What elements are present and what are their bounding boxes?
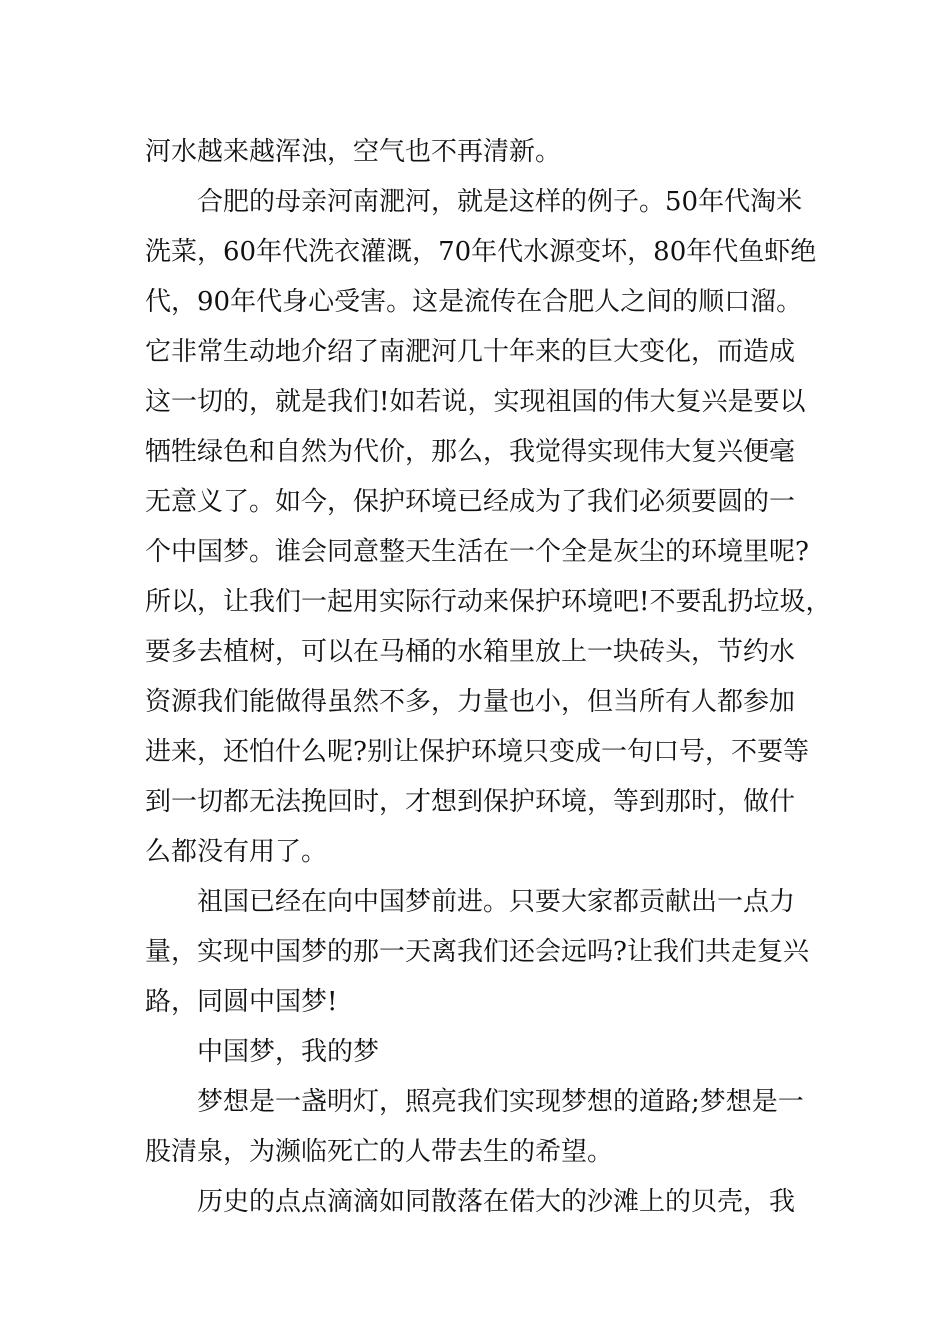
text-line: 合肥的母亲河南淝河，就是这样的例子。50年代淘米	[197, 187, 803, 217]
text-line: 进来，还怕什么呢?别让保护环境只变成一句口号，不要等	[145, 737, 809, 767]
text-line: 要多去植树，可以在马桶的水箱里放上一块砖头，节约水	[145, 637, 796, 667]
text-line: 河水越来越浑浊，空气也不再清新。	[145, 137, 562, 167]
text-line: 路，同圆中国梦!	[145, 987, 338, 1017]
text-line: 么都没有用了。	[145, 837, 328, 867]
text-line: 这一切的，就是我们!如若说，实现祖国的伟大复兴是要以	[145, 387, 806, 417]
section-heading: 中国梦，我的梦	[197, 1037, 380, 1067]
text-line: 历史的点点滴滴如同散落在偌大的沙滩上的贝壳，我	[197, 1187, 796, 1217]
text-line: 无意义了。如今，保护环境已经成为了我们必须要圆的一	[145, 487, 796, 517]
text-line: 到一切都无法挽回时，才想到保护环境，等到那时，做什	[145, 787, 796, 817]
text-line: 祖国已经在向中国梦前进。只要大家都贡献出一点力	[197, 887, 796, 917]
text-line: 资源我们能做得虽然不多，力量也小，但当所有人都参加	[145, 687, 796, 717]
text-line: 牺牲绿色和自然为代价，那么，我觉得实现伟大复兴便毫	[145, 437, 796, 467]
text-line: 梦想是一盏明灯，照亮我们实现梦想的道路;梦想是一	[197, 1087, 804, 1117]
text-line: 它非常生动地介绍了南淝河几十年来的巨大变化，而造成	[145, 337, 796, 367]
text-line: 量，实现中国梦的那一天离我们还会远吗?让我们共走复兴	[145, 937, 809, 967]
text-line: 代，90年代身心受害。这是流传在合肥人之间的顺口溜。	[145, 287, 803, 317]
text-line: 股清泉，为濒临死亡的人带去生的希望。	[145, 1137, 614, 1167]
text-line: 个中国梦。谁会同意整天生活在一个全是灰尘的环境里呢?	[145, 537, 809, 567]
text-line: 所以，让我们一起用实际行动来保护环境吧!不要乱扔垃圾，	[145, 587, 832, 617]
text-line: 洗菜，60年代洗衣灌溉，70年代水源变坏，80年代鱼虾绝	[145, 237, 817, 267]
